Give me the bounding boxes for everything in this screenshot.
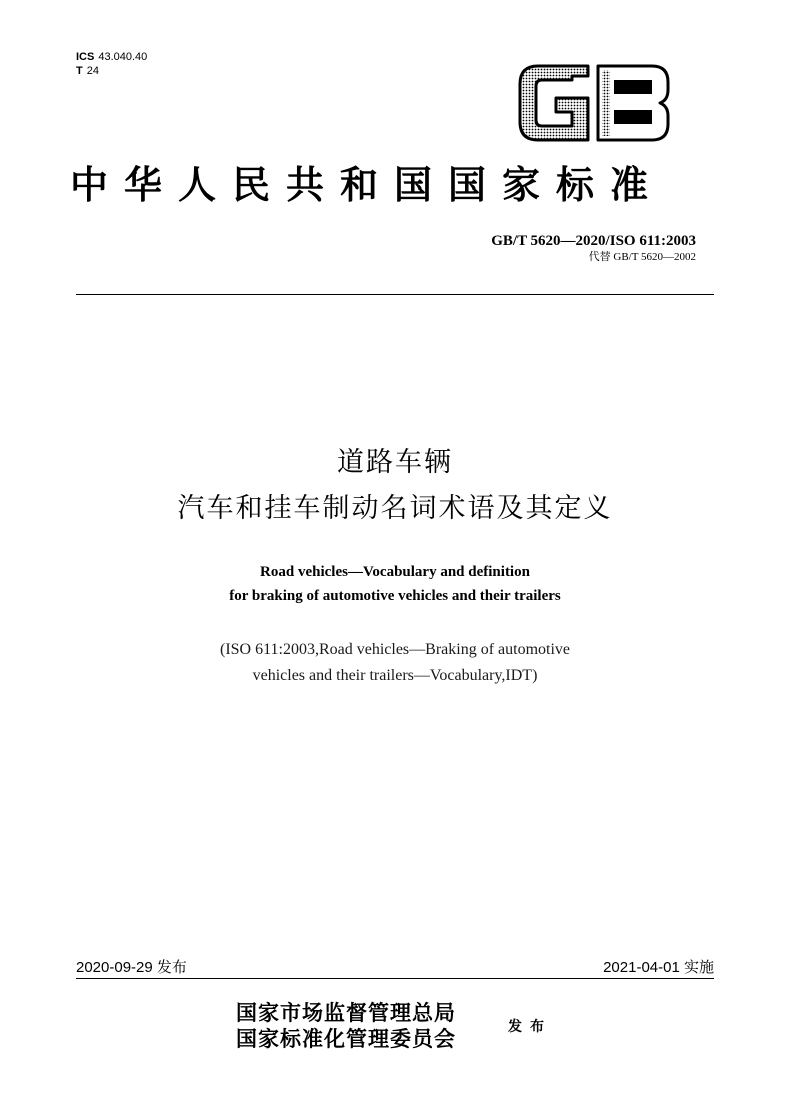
ccs-label: T <box>76 65 83 77</box>
gb-logo <box>516 62 672 144</box>
iso-reference-line2: vehicles and their trailers—Vocabulary,IDT) <box>252 667 538 684</box>
national-standard-heading: 中华人民共和国国家标准 <box>70 162 665 207</box>
title-cn-line1: 道路车辆 <box>337 447 453 478</box>
issue-date: 2020-09-29 发布 <box>76 959 187 976</box>
standard-number: GB/T 5620—2020/ISO 611:2003 <box>491 233 696 249</box>
title-en-line1: Road vehicles—Vocabulary and definition <box>260 564 530 580</box>
classification-codes <box>76 50 147 78</box>
ics-value: 43.040.40 <box>98 51 148 63</box>
ics-label: ICS <box>76 51 95 63</box>
header-divider <box>76 294 714 295</box>
publish-label: 发布 <box>508 1019 552 1035</box>
ccs-code <box>76 64 147 78</box>
issuer-line2: 国家标准化管理委员会 <box>236 1026 456 1051</box>
iso-reference-line1: (ISO 611:2003,Road vehicles—Braking of automotive <box>219 641 570 658</box>
title-cn-line2: 汽车和挂车制动名词术语及其定义 <box>177 493 613 524</box>
title-en-line2: for braking of automotive vehicles and their trailers <box>229 588 561 604</box>
replaces-note: 代替 GB/T 5620—2002 <box>588 251 696 263</box>
ics-code <box>76 50 147 64</box>
implementation-date: 2021-04-01 实施 <box>603 959 714 976</box>
ccs-value: 24 <box>86 65 99 77</box>
footer-divider <box>76 978 714 979</box>
issuer-line1: 国家市场监督管理总局 <box>236 1000 456 1025</box>
